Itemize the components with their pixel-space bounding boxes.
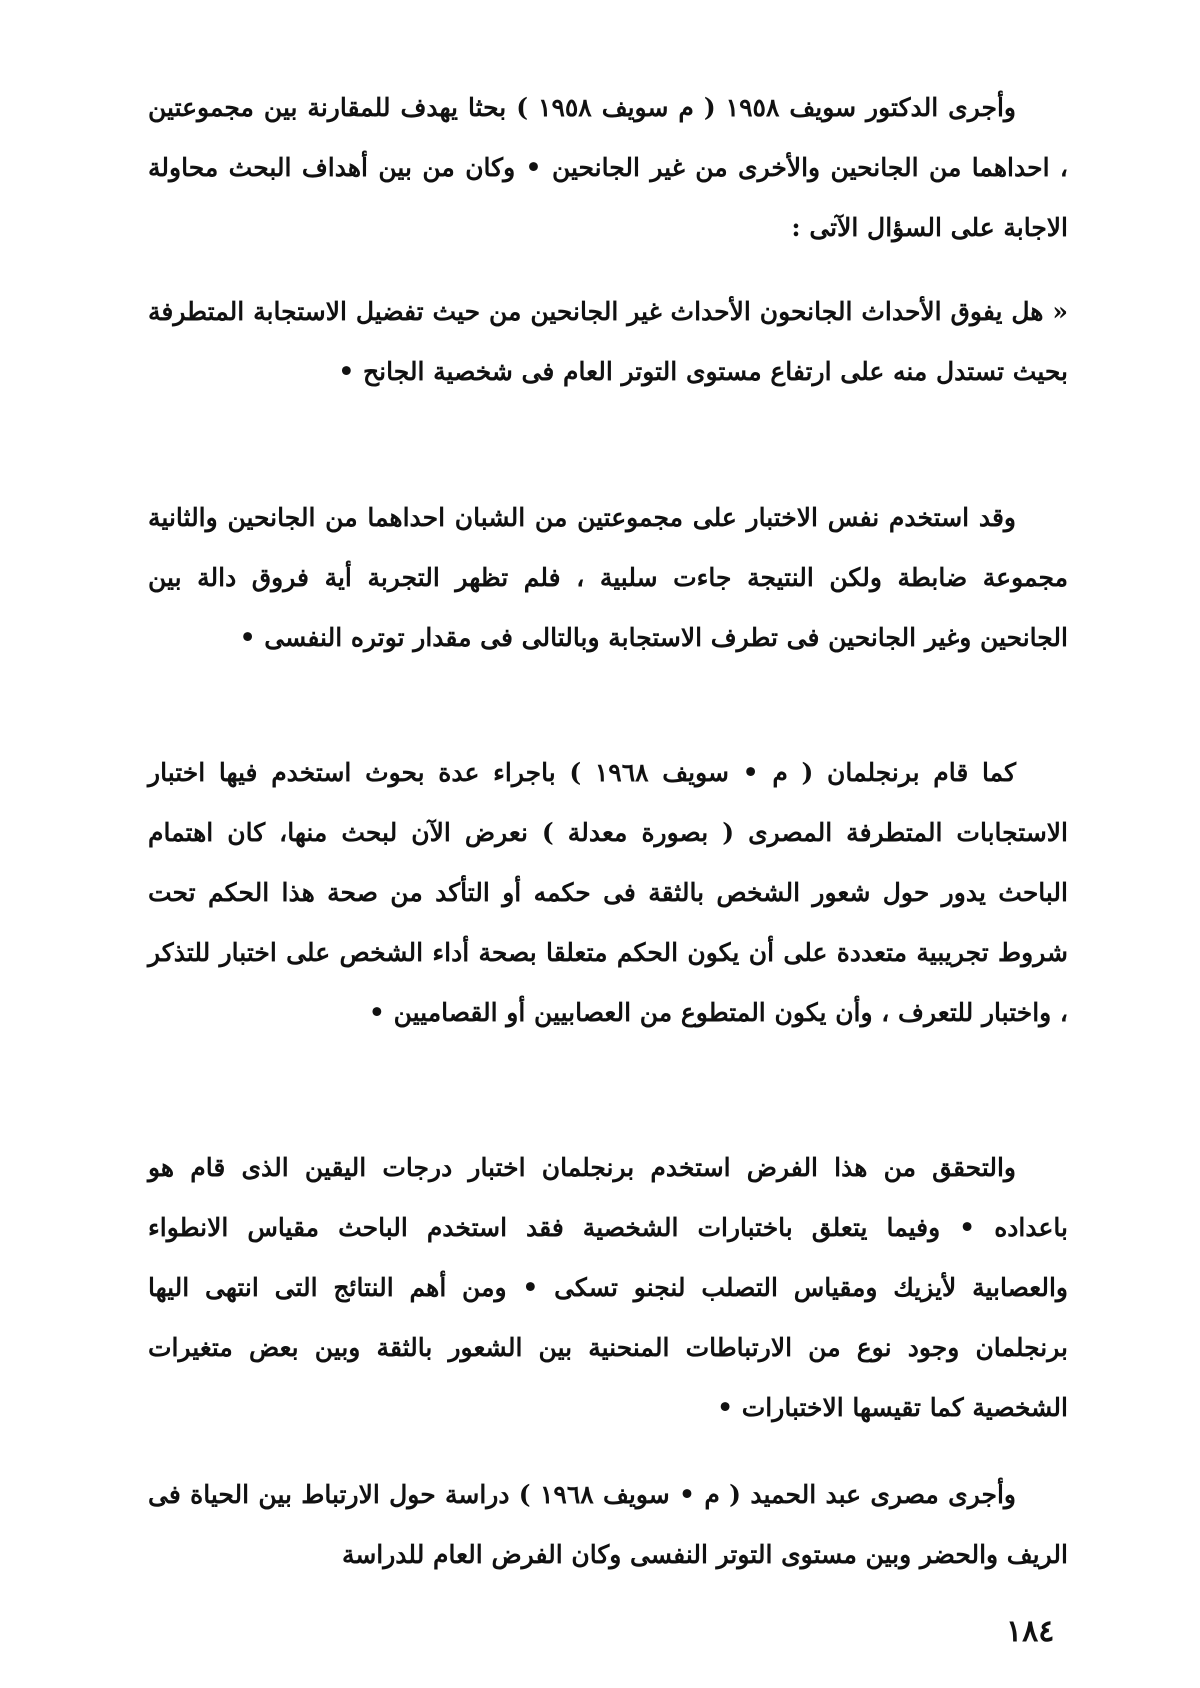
paragraph-5 [148, 1138, 1068, 1438]
paragraph-text: وقد استخدم نفس الاختبار على مجموعتين من الشبان احداهما من الجانحين والثانية مجموعة ضابطة ولكن النتيجة جاءت سلبية ، فلم تظهر التجربة أية فروق دالة بين الجانحين وغير الجانحين فى تطرف الاستجابة وبالتالى فى مقدار توتره النفسى • [148, 503, 1068, 652]
paragraph-4 [148, 743, 1068, 1043]
paragraph-text: والتحقق من هذا الفرض استخدم برنجلمان اختبار درجات اليقين الذى قام هو باعداده • وفيما يتعلق باختبارات الشخصية فقد استخدم الباحث مقياس الانطواء والعصابية لأيزيك ومقياس التصلب لنجنو تسكى • ومن أهم النتائج التى انتهى اليها برنجلمان وجود نوع من الارتباطات المنحنية بين الشعور بالثقة وبين بعض متغيرات الشخصية كما تقيسها الاختبارات • [148, 1153, 1068, 1422]
paragraph-text: وأجرى الدكتور سويف ١٩٥٨ ( م سويف ١٩٥٨ ) بحثا يهدف للمقارنة بين مجموعتين ، احداهما من الجانحين والأخرى من غير الجانحين • وكان من بين أهداف البحث محاولة الاجابة على السؤال الآتى : [148, 93, 1068, 242]
paragraph-text: كما قام برنجلمان ( م • سويف ١٩٦٨ ) باجراء عدة بحوث استخدم فيها اختبار الاستجابات المتطرفة المصرى ( بصورة معدلة ) نعرض الآن لبحث منها، كان اهتمام الباحث يدور حول شعور الشخص بالثقة فى حكمه أو التأكد من صحة هذا الحكم تحت شروط تجريبية متعددة على أن يكون الحكم متعلقا بصحة أداء الشخص على اختبار للتذكر ، واختبار للتعرف ، وأن يكون المتطوع من العصابيين أو القصاميين • [148, 758, 1068, 1027]
paragraph-3 [148, 488, 1068, 668]
paragraph-2-quote [148, 282, 1068, 402]
paragraph-6 [148, 1465, 1068, 1585]
paragraph-text: « هل يفوق الأحداث الجانحون الأحداث غير الجانحين من حيث تفضيل الاستجابة المتطرفة بحيث تستدل منه على ارتفاع مستوى التوتر العام فى شخصية الجانح • [148, 297, 1068, 386]
paragraph-text: وأجرى مصرى عبد الحميد ( م • سويف ١٩٦٨ ) دراسة حول الارتباط بين الحياة فى الريف والحضر وبين مستوى التوتر النفسى وكان الفرض العام للدراسة [148, 1480, 1068, 1569]
paragraph-1 [148, 78, 1068, 258]
page-number: ١٨٤ [1006, 1614, 1055, 1649]
